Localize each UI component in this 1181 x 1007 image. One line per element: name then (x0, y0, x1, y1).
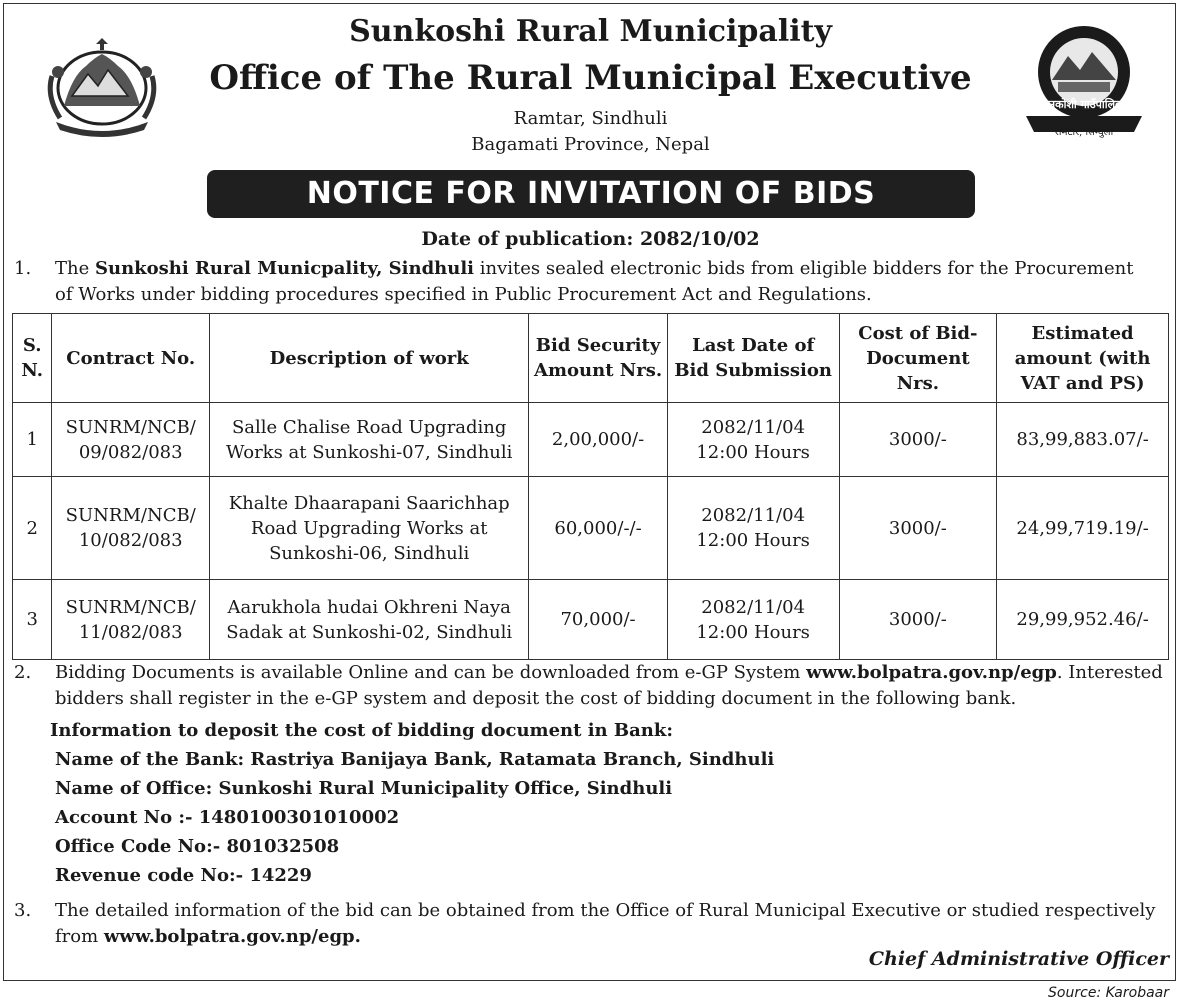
bank-office-code: Office Code No:- 801032508 (55, 836, 340, 857)
para-1-number: 1. (14, 258, 32, 279)
cell-description: Khalte Dhaarapani Saarichhap Road Upgrading Works at Sunkoshi-06, Sindhuli (210, 477, 529, 580)
header-last-date: Last Date of Bid Submission (667, 314, 839, 403)
table-row (13, 477, 1169, 580)
seal-name-text: सुनकोशी गाउँपालिका (1041, 98, 1127, 111)
header-cost: Cost of Bid- Document Nrs. (839, 314, 997, 403)
cell-estimated: 29,99,952.46/- (997, 580, 1169, 660)
cell-contract: SUNRM/NCB/ 10/082/083 (52, 477, 210, 580)
header-estimated: Estimated amount (with VAT and PS) (997, 314, 1169, 403)
para-3-line2-prefix: from (55, 926, 104, 947)
cell-cost: 3000/- (839, 580, 997, 660)
cell-date-value: 2082/11/04 (701, 596, 806, 618)
cell-sn: 1 (13, 403, 52, 477)
cell-cost: 3000/- (839, 477, 997, 580)
cell-time-value: 12:00 Hours (696, 621, 810, 643)
cell-time-value: 12:00 Hours (696, 530, 810, 551)
cell-security: 2,00,000/- (529, 403, 667, 477)
bank-office-name: Name of Office: Sunkoshi Rural Municipality Office, Sindhuli (55, 778, 673, 799)
signature-title: Chief Administrative Officer (868, 948, 1169, 970)
para-2 (55, 660, 1175, 712)
header-sn: S. N. (13, 314, 52, 403)
cell-contract: SUNRM/NCB/ 09/082/083 (52, 403, 210, 477)
office-name: Office of The Rural Municipal Executive (209, 58, 972, 98)
para-3-number: 3. (14, 900, 32, 921)
para-2-suffix: . Interested (1056, 662, 1163, 683)
cell-description: Aarukhola hudai Okhreni Naya Sadak at Sunkoshi-02, Sindhuli (210, 580, 529, 660)
para-2-prefix: Bidding Documents is available Online and can be downloaded from e-GP System (55, 662, 807, 683)
cell-date-value: 2082/11/04 (701, 416, 806, 438)
source-credit: Source: Karobaar (1048, 985, 1169, 1001)
bolpatra-link-2[interactable]: www.bolpatra.gov.np/egp. (103, 926, 361, 947)
para-2-line2: bidders shall register in the e-GP system and deposit the cost of bidding document in the following bank. (55, 688, 1017, 709)
publication-date: Date of publication: 2082/10/02 (421, 228, 760, 250)
para-1-prefix: The (55, 258, 95, 279)
para-1 (55, 256, 1175, 308)
header-description: Description of work (210, 314, 529, 403)
para-2-number: 2. (14, 662, 32, 683)
cell-date (667, 580, 839, 660)
seal-place-text: रामटार, सिन्धुली (1054, 127, 1114, 138)
cell-time-value: 12:00 Hours (696, 441, 810, 463)
bolpatra-link[interactable]: www.bolpatra.gov.np/egp (806, 662, 1057, 683)
cell-description: Salle Chalise Road Upgrading Works at Sunkoshi-07, Sindhuli (210, 403, 529, 477)
cell-sn: 2 (13, 477, 52, 580)
para-3-line1: The detailed information of the bid can be obtained from the Office of Rural Municipal Executive or studied respectively (55, 900, 1156, 921)
bids-table (12, 313, 1169, 660)
cell-estimated: 24,99,719.19/- (997, 477, 1169, 580)
cell-security: 70,000/- (529, 580, 667, 660)
cell-date-value: 2082/11/04 (701, 505, 806, 526)
cell-cost: 3000/- (839, 403, 997, 477)
table-header-row (13, 314, 1169, 403)
cell-sn: 3 (13, 580, 52, 660)
para-1-bold: Sunkoshi Rural Municpality, Sindhuli (94, 258, 475, 279)
municipality-name: Sunkoshi Rural Municipality (349, 14, 832, 49)
table-row (13, 403, 1169, 477)
bank-info-heading: Information to deposit the cost of bidding document in Bank: (50, 720, 673, 741)
address-line-1: Ramtar, Sindhuli (513, 108, 668, 129)
bank-name: Name of the Bank: Rastriya Banijaya Bank, Ratamata Branch, Sindhuli (55, 749, 775, 770)
cell-contract: SUNRM/NCB/ 11/082/083 (52, 580, 210, 660)
address-line-2: Bagamati Province, Nepal (471, 134, 710, 155)
header-contract: Contract No. (52, 314, 210, 403)
para-3 (55, 898, 1175, 950)
para-1-line2: of Works under bidding procedures specified in Public Procurement Act and Regulations. (55, 284, 872, 305)
bank-revenue-code: Revenue code No:- 14229 (55, 865, 312, 886)
para-1-suffix: invites sealed electronic bids from eligible bidders for the Procurement (474, 258, 1134, 279)
cell-date (667, 403, 839, 477)
cell-estimated: 83,99,883.07/- (997, 403, 1169, 477)
cell-security: 60,000/-/- (529, 477, 667, 580)
cell-date (667, 477, 839, 580)
header-security: Bid Security Amount Nrs. (529, 314, 667, 403)
bank-account-no: Account No :- 1480100301010002 (55, 807, 400, 828)
table-row (13, 580, 1169, 660)
notice-title-banner: NOTICE FOR INVITATION OF BIDS (207, 170, 975, 218)
